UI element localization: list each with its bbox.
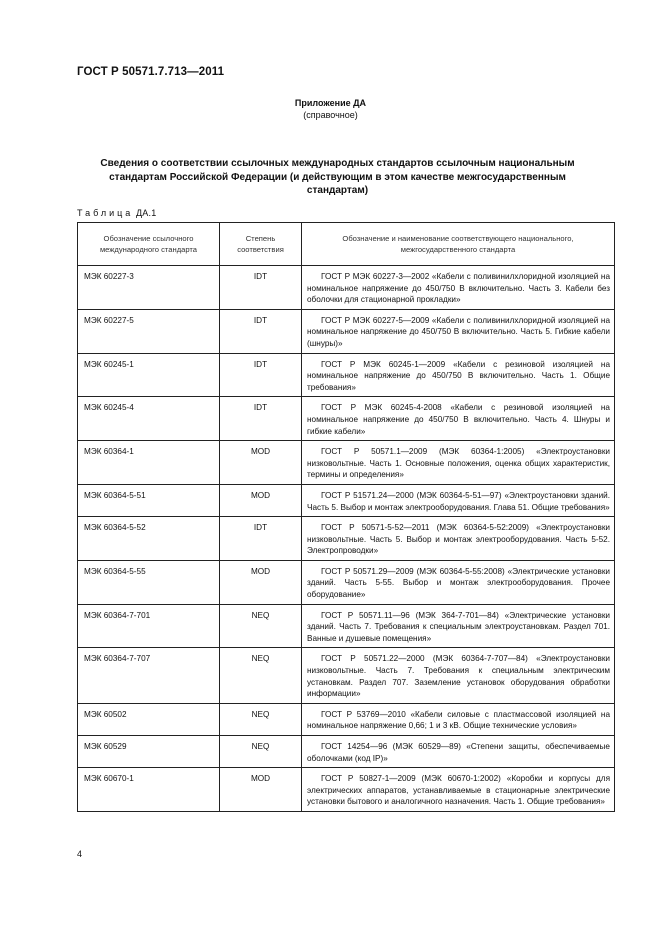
table-row bbox=[78, 484, 615, 516]
national-standard-cell: ГОСТ Р МЭК 60227-3—2002 «Кабели с поливинилхлоридной изоляцией на номинальное напряжение до 450/750 В включительно. Часть 3. Кабели без оболочки для стационарной прокладки» bbox=[302, 266, 615, 310]
annex-subtitle: (справочное) bbox=[303, 110, 358, 120]
table-label-word: Таблица bbox=[77, 208, 134, 218]
degree-cell: NEQ bbox=[220, 604, 302, 648]
national-standard-cell: ГОСТ Р 50571-5-52—2011 (МЭК 60364-5-52:2009) «Электроустановки низковольтные. Часть 5. Выбор и монтаж электрооборудования. Часть 5-52. Электропроводки» bbox=[302, 517, 615, 561]
table-row bbox=[78, 703, 615, 735]
reference-cell: МЭК 60502 bbox=[78, 703, 220, 735]
national-standard-cell: ГОСТ Р МЭК 60245-1—2009 «Кабели с резиновой изоляцией на номинальное напряжение до 450/750 В включительно. Часть 1. Общие требования» bbox=[302, 353, 615, 397]
table-row bbox=[78, 353, 615, 397]
section-heading: Сведения о соответствии ссылочных международных стандартов ссылочным национальным стандартам Российской Федерации (и действующим в этом качестве межгосударственным стандартам) bbox=[100, 158, 575, 196]
degree-cell: NEQ bbox=[220, 736, 302, 768]
degree-cell: IDT bbox=[220, 517, 302, 561]
table-row bbox=[78, 397, 615, 441]
column-header-national: Обозначение и наименование соответствующего национального, межгосударственного стандарта bbox=[302, 223, 615, 266]
national-standard-cell: ГОСТ Р 50571.1—2009 (МЭК 60364-1:2005) «Электроустановки низковольтные. Часть 1. Основные положения, оценка общих характеристик, термины и определения» bbox=[302, 441, 615, 485]
degree-cell: MOD bbox=[220, 768, 302, 812]
annex-block bbox=[0, 97, 661, 121]
degree-cell: MOD bbox=[220, 441, 302, 485]
reference-cell: МЭК 60364-7-707 bbox=[78, 648, 220, 703]
reference-cell: МЭК 60245-1 bbox=[78, 353, 220, 397]
degree-cell: NEQ bbox=[220, 648, 302, 703]
correspondence-table bbox=[77, 222, 615, 812]
table-header-row bbox=[78, 223, 615, 266]
table-row bbox=[78, 736, 615, 768]
reference-cell: МЭК 60227-3 bbox=[78, 266, 220, 310]
reference-cell: МЭК 60670-1 bbox=[78, 768, 220, 812]
page-number: 4 bbox=[77, 849, 83, 859]
reference-cell: МЭК 60364-7-701 bbox=[78, 604, 220, 648]
table-row bbox=[78, 560, 615, 604]
degree-cell: IDT bbox=[220, 353, 302, 397]
table-label-number: ДА.1 bbox=[136, 208, 157, 218]
degree-cell: IDT bbox=[220, 397, 302, 441]
document-code: ГОСТ Р 50571.7.713—2011 bbox=[77, 66, 225, 78]
degree-cell: NEQ bbox=[220, 703, 302, 735]
national-standard-cell: ГОСТ Р МЭК 60245-4-2008 «Кабели с резиновой изоляцией на номинальное напряжение до 450/750 В включительно. Часть 4. Шнуры и гибкие кабели» bbox=[302, 397, 615, 441]
reference-cell: МЭК 60364-5-51 bbox=[78, 484, 220, 516]
national-standard-cell: ГОСТ Р 50571.29—2009 (МЭК 60364-5-55:2008) «Электрические установки зданий. Часть 5-55. Выбор и монтаж электрооборудования. Прочее оборудование» bbox=[302, 560, 615, 604]
table-row bbox=[78, 441, 615, 485]
national-standard-cell: ГОСТ Р 50571.11—96 (МЭК 364-7-701—84) «Электрические установки зданий. Часть 7. Требования к специальным электроустановкам. Раздел 701. Ванные и душевые помещения» bbox=[302, 604, 615, 648]
column-header-degree: Степень соответствия bbox=[220, 223, 302, 266]
table-row bbox=[78, 517, 615, 561]
table-row bbox=[78, 309, 615, 353]
reference-cell: МЭК 60364-5-55 bbox=[78, 560, 220, 604]
table-label bbox=[77, 208, 156, 218]
reference-cell: МЭК 60227-5 bbox=[78, 309, 220, 353]
table-row bbox=[78, 768, 615, 812]
degree-cell: MOD bbox=[220, 484, 302, 516]
reference-cell: МЭК 60364-1 bbox=[78, 441, 220, 485]
degree-cell: IDT bbox=[220, 309, 302, 353]
national-standard-cell: ГОСТ Р 51571.24—2000 (МЭК 60364-5-51—97) «Электроустановки зданий. Часть 5. Выбор и монтаж электрооборудования. Глава 51. Общие требования» bbox=[302, 484, 615, 516]
national-standard-cell: ГОСТ Р 50571.22—2000 (МЭК 60364-7-707—84) «Электроустановки низковольтные. Часть 7. Требования к специальным электрическим установкам. Раздел 707. Заземление установок оборудования обработки информации» bbox=[302, 648, 615, 703]
table-row bbox=[78, 604, 615, 648]
table-row bbox=[78, 266, 615, 310]
degree-cell: MOD bbox=[220, 560, 302, 604]
annex-title: Приложение ДА bbox=[294, 98, 367, 108]
national-standard-cell: ГОСТ Р 50827-1—2009 (МЭК 60670-1:2002) «Коробки и корпусы для электрических аппаратов, устанавливаемые в стационарные электрические установки бытового и аналогичного назначения. Часть 1. Общие требования» bbox=[302, 768, 615, 812]
reference-cell: МЭК 60364-5-52 bbox=[78, 517, 220, 561]
table-row bbox=[78, 648, 615, 703]
national-standard-cell: ГОСТ 14254—96 (МЭК 60529—89) «Степени защиты, обеспечиваемые оболочками (код IP)» bbox=[302, 736, 615, 768]
reference-cell: МЭК 60245-4 bbox=[78, 397, 220, 441]
national-standard-cell: ГОСТ Р 53769—2010 «Кабели силовые с пластмассовой изоляцией на номинальное напряжение 0,66; 1 и 3 кВ. Общие технические условия» bbox=[302, 703, 615, 735]
national-standard-cell: ГОСТ Р МЭК 60227-5—2009 «Кабели с поливинилхлоридной изоляцией на номинальное напряжение до 450/750 В включительно. Часть 5. Гибкие кабели (шнуры)» bbox=[302, 309, 615, 353]
column-header-reference: Обозначение ссылочного международного стандарта bbox=[78, 223, 220, 266]
reference-cell: МЭК 60529 bbox=[78, 736, 220, 768]
degree-cell: IDT bbox=[220, 266, 302, 310]
